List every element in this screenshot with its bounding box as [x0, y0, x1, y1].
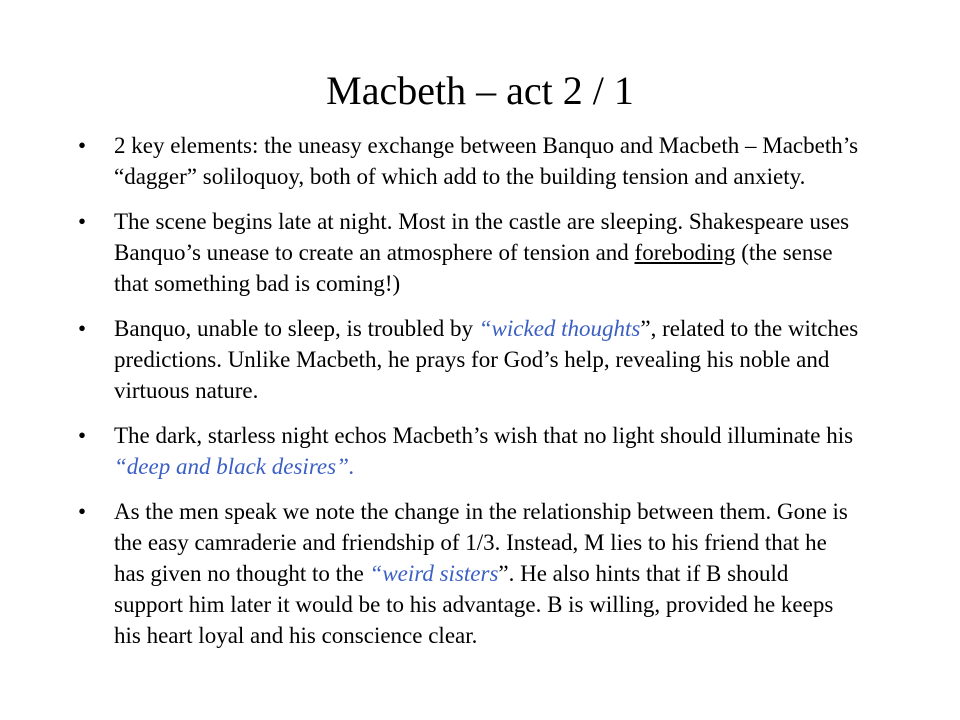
quoted-phrase: “weird sisters [369, 561, 499, 586]
bullet-item-1 [72, 130, 862, 192]
bullet-item-2 [72, 206, 862, 299]
bullet-text [114, 316, 858, 403]
bullet-text-part: As the men speak we note the change in the relationship between them. Gone is the easy camraderie and friendship of 1/3. Instead, M lies to his friend that he has given no thought to the [114, 499, 848, 586]
bullet-icon: • [77, 423, 87, 448]
bullet-text [114, 423, 853, 479]
bullet-text-part: The scene begins late at night. Most in the castle are sleeping. Shakespeare uses Banquo’s unease to create an atmosphere of tension and [114, 209, 850, 265]
bullet-icon: • [77, 133, 87, 158]
bullet-text-part: Banquo, unable to sleep, is troubled by [114, 316, 479, 341]
bullet-text-part: ”, related to the witches predictions. Unlike Macbeth, he prays for God’s help, revealing his noble and virtuous nature. [114, 316, 859, 403]
underlined-term: foreboding [634, 240, 736, 265]
bullet-text-part: The dark, starless night echos Macbeth’s wish that no light should illuminate his [114, 423, 854, 448]
quoted-phrase: “deep and black desires”. [114, 454, 355, 479]
slide-title: Macbeth – act 2 / 1 [326, 68, 634, 113]
bullet-item-3 [72, 313, 862, 406]
bullet-text [114, 209, 849, 296]
bullet-text [114, 499, 848, 648]
quoted-phrase: “wicked thoughts [478, 316, 641, 341]
bullet-item-4 [72, 420, 862, 482]
bullet-text-part: ”. He also hints that if B should support him later it would be to his advantage. B is willing, provided he keeps his heart loyal and his conscience clear. [114, 561, 834, 648]
bullet-icon: • [77, 316, 87, 341]
bullet-icon: • [77, 499, 87, 524]
bullet-list [72, 130, 862, 665]
bullet-text-part: (the sense that something bad is coming!) [114, 240, 833, 296]
bullet-icon: • [77, 209, 87, 234]
bullet-item-5 [72, 496, 862, 651]
bullet-text: 2 key elements: the uneasy exchange between Banquo and Macbeth – Macbeth’s “dagger” soliloquoy, both of which add to the building tension and anxiety. [114, 133, 859, 189]
